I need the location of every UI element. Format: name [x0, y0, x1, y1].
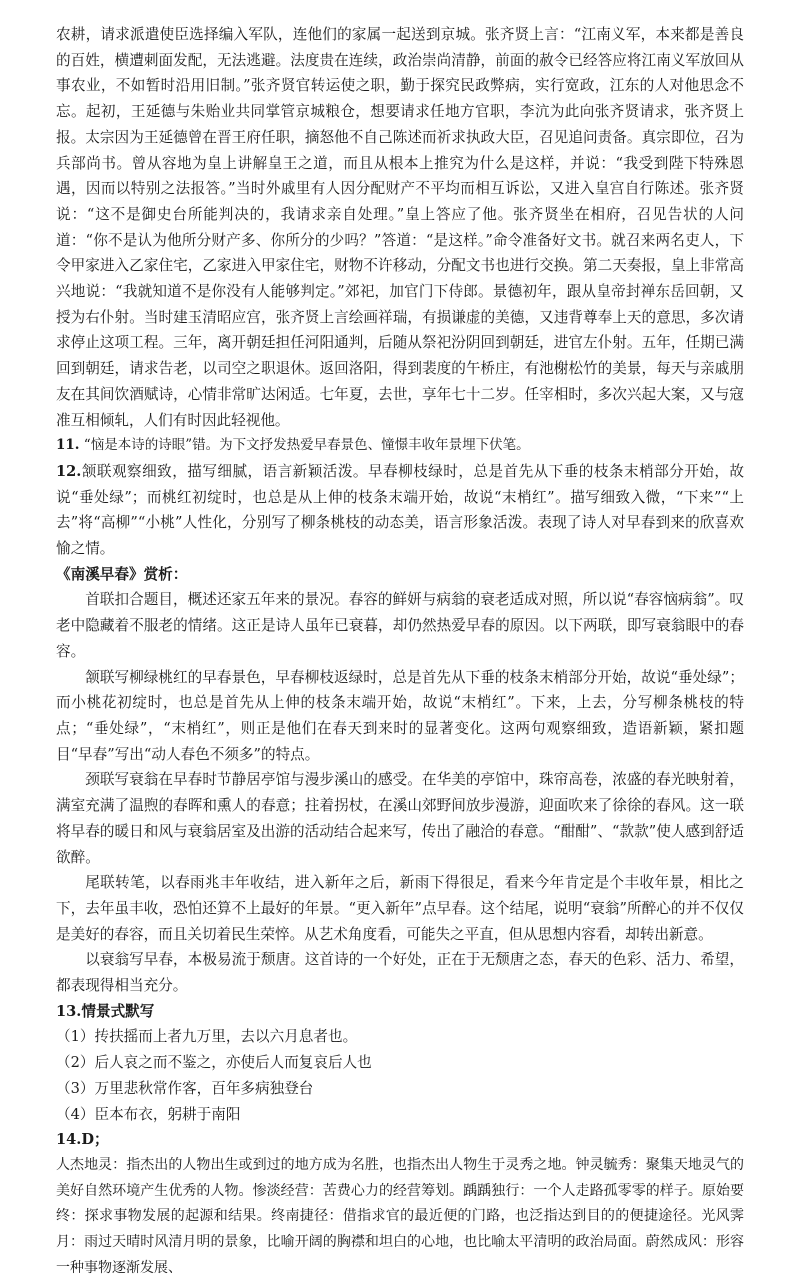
answer-12-text: 颔联观察细致，描写细腻，语言新颖活泼。早春柳枝绿时，总是首先从下垂的枝条末梢部分开始，故说“垂处绿”；而桃红初绽时，也总是从上伸的枝条末端开始，故说“末梢红”。描写细致入微，“下来”“上去”将“高柳”“小桃”人性化，分别写了柳条桃枝的动态美，语言形象活泼。表现了诗人对早春到来的欣喜欢愉之情。 — [56, 462, 744, 558]
appreciation-paragraph-3: 颈联写衰翁在早春时节静居亭馆与漫步溪山的感受。在华美的亭馆中，珠帘高卷，浓盛的春光映射着，满室充满了温煦的春晖和熏人的春意；拄着拐杖，在溪山郊野间放步漫游，迎面吹来了徐徐的春风。这一联将早春的暖日和风与衰翁居室及出游的活动结合起来写，传出了融洽的春意。“酣酣”、“款款”使人感到舒适欲醉。 — [56, 771, 744, 866]
answer-14-explanation: 人杰地灵：指杰出的人物出生或到过的地方成为名胜，也指杰出人物生于灵秀之地。钟灵毓秀：聚集天地灵气的美好自然环境产生优秀的人物。惨淡经营：苦费心力的经营筹划。踽踽独行：一个人走路孤零零的样子。原始要终：探求事物发展的起源和结果。终南捷径：借指求官的最近便的门路，也泛指达到目的的便捷途径。光风霁月：雨过天晴时风清月明的景象，比喻开阔的胸襟和坦白的心地，也比喻太平清明的政治局面。蔚然成风：形容一种事物逐渐发展、 — [56, 1156, 744, 1276]
appreciation-paragraph-1: 首联扣合题目，概述还家五年来的景况。春容的鲜妍与病翁的衰老适成对照，所以说“春容恼病翁”。叹老中隐藏着不服老的情绪。这正是诗人虽年已衰暮，却仍然热爱早春的原因。以下两联，即写衰翁眼中的春容。 — [56, 591, 744, 660]
answer-13-heading: 13.情景式默写 — [56, 1002, 155, 1020]
appreciation-title: 《南溪早春》赏析： — [56, 565, 188, 583]
answer-11-number: 11. — [56, 437, 80, 454]
appreciation-paragraph-2: 颔联写柳绿桃红的早春景色，早春柳枝返绿时，总是首先从下垂的枝条末梢部分开始，故说“垂处绿”；而小桃花初绽时，也总是首先从上伸的枝条末端开始，故说“末梢红”。下来，上去，分写柳条桃枝的特点；“垂处绿”，“末梢红”，则正是他们在春天到来时的显著变化。这两句观察细致，造语新颖，紧扣题目“早春”写出“动人春色不须多”的特点。 — [56, 668, 744, 763]
appreciation-paragraph-4: 尾联转笔，以春雨兆丰年收结，进入新年之后，新雨下得很足，看来今年肯定是个丰收年景，相比之下，去年虽丰收，恐怕还算不上最好的年景。“更入新年”点早春。这个结尾，说明“衰翁”所醉心的并不仅仅是美好的春容，而且关切着民生荣悴。从艺术角度看，可能失之平直，但从思想内容看，却转出新意。 — [56, 874, 744, 943]
document-page — [56, 22, 744, 1281]
answer-11 — [56, 433, 744, 459]
answer-13-item-2: （2）后人哀之而不鉴之，亦使后人而复哀后人也 — [56, 1054, 372, 1072]
answer-12 — [56, 459, 744, 562]
answer-13-item-1: （1）抟扶摇而上者九万里，去以六月息者也。 — [56, 1028, 358, 1046]
answer-13-item-3: （3）万里悲秋常作客，百年多病独登台 — [56, 1079, 314, 1097]
answer-11-text: “恼是本诗的诗眼”错。为下文抒发热爱早春景色、憧憬丰收年景埋下伏笔。 — [83, 437, 530, 454]
answer-12-number: 12. — [56, 462, 82, 480]
answer-14-heading: 14.D； — [56, 1131, 109, 1149]
answer-13-item-4: （4）臣本布衣，躬耕于南阳 — [56, 1105, 241, 1123]
appreciation-paragraph-5: 以衰翁写早春，本极易流于颓唐。这首诗的一个好处，正在于无颓唐之态，春天的色彩、活力、希望，都表现得相当充分。 — [56, 951, 744, 995]
passage-translation: 农耕，请求派遣使臣选择编入军队，连他们的家属一起送到京城。张齐贤上言：“江南义军，本来都是善良的百姓，横遭刺面发配，无法逃避。法度贵在连续，政治崇尚清静，前面的赦令已经答应将江南义军放回从事农业，不如暂时沿用旧制。”张齐贤官转运使之职，勤于探究民政弊病，实行宽政，江东的人对他思念不忘。起初，王延德与朱贻业共同掌管京城粮仓，想要请求任地方官职，李沆为此向张齐贤请求，张齐贤上报。太宗因为王延德曾在晋王府任职，摘怒他不自己陈述而祈求执政大臣，召见追问责备。真宗即位，召为兵部尚书。曾从容地为皇上讲解皇王之道，而且从根本上推究为什么是这样，并说：“我受到陛下特殊恩遇，因而以特别之法报答。”当时外戚里有人因分配财产不平均而相互诉讼，又进入皇宫自行陈述。张齐贤说：“这不是御史台所能判决的，我请求亲自处理。”皇上答应了他。张齐贤坐在相府，召见告状的人问道：“你不是认为他所分财产多、你所分的少吗？”答道：“是这样。”命令准备好文书。就召来两名吏人，下令甲家进入乙家住宅，乙家进入甲家住宅，财物不许移动，分配文书也进行交换。第二天奏报，皇上非常高兴地说：“我就知道不是你没有人能够判定。”郊祀，加官门下侍郎。景德初年，跟从皇帝封禅东岳回朝，又授为右仆射。当时建玉清昭应宫，张齐贤上言绘画祥瑞，有损谦虚的美德，又违背尊奉上天的意思，多次请求停止这项工程。三年，离开朝廷担任河阳通判，后随从祭祀汾阴回到朝廷，进官左仆射。五年，任期已满回到朝廷，请求告老，以司空之职退休。返回洛阳，得到裴度的午桥庄，有池榭松竹的美景，每天与亲戚朋友在其间饮酒赋诗，心情非常旷达闲适。七年夏，去世，享年七十二岁。任宰相时，多次兴起大案，又与寇准互相倾轧，人们有时因此轻视他。 — [56, 26, 744, 429]
